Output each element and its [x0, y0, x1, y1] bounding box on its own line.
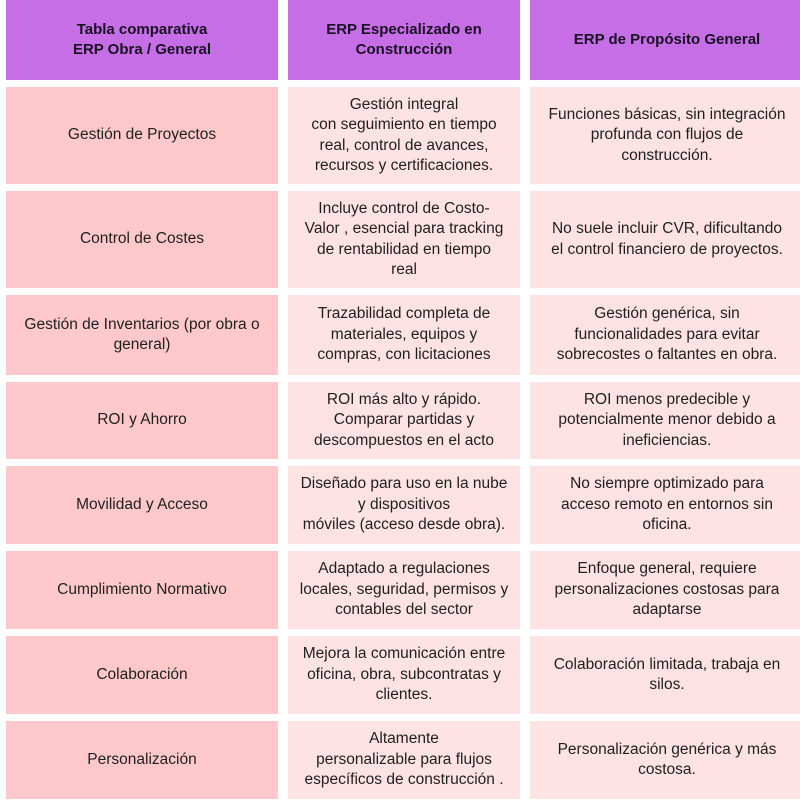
row-specialized-inventory: Trazabilidad completa de materiales, equipos y compras, con licitaciones — [288, 295, 520, 375]
row-feature-roi: ROI y Ahorro — [6, 382, 278, 459]
row-feature-customization: Personalización — [6, 721, 278, 799]
row-feature-cost-control: Control de Costes — [6, 191, 278, 288]
row-specialized-project-management: Gestión integral con seguimiento en tiempo real, control de avances, recursos y certificaciones. — [288, 87, 520, 184]
row-feature-project-management: Gestión de Proyectos — [6, 87, 278, 184]
header-comparison-title: Tabla comparativa ERP Obra / General — [6, 0, 278, 80]
row-feature-compliance: Cumplimiento Normativo — [6, 551, 278, 629]
row-general-mobility: No siempre optimizado para acceso remoto en entornos sin oficina. — [530, 466, 800, 544]
row-feature-collaboration: Colaboración — [6, 636, 278, 714]
row-specialized-cost-control: Incluye control de Costo- Valor , esencial para tracking de rentabilidad en tiempo real — [288, 191, 520, 288]
row-general-roi: ROI menos predecible y potencialmente menor debido a ineficiencias. — [530, 382, 800, 459]
header-general-erp: ERP de Propósito General — [530, 0, 800, 80]
row-specialized-compliance: Adaptado a regulaciones locales, seguridad, permisos y contables del sector — [288, 551, 520, 629]
row-general-cost-control: No suele incluir CVR, dificultando el control financiero de proyectos. — [530, 191, 800, 288]
row-specialized-roi: ROI más alto y rápido. Comparar partidas y descompuestos en el acto — [288, 382, 520, 459]
row-feature-mobility: Movilidad y Acceso — [6, 466, 278, 544]
header-specialized-erp: ERP Especializado en Construcción — [288, 0, 520, 80]
row-specialized-collaboration: Mejora la comunicación entre oficina, obra, subcontratas y clientes. — [288, 636, 520, 714]
row-specialized-mobility: Diseñado para uso en la nube y dispositivos móviles (acceso desde obra). — [288, 466, 520, 544]
row-general-customization: Personalización genérica y más costosa. — [530, 721, 800, 799]
row-general-inventory: Gestión genérica, sin funcionalidades para evitar sobrecostes o faltantes en obra. — [530, 295, 800, 375]
row-general-compliance: Enfoque general, requiere personalizaciones costosas para adaptarse — [530, 551, 800, 629]
row-general-project-management: Funciones básicas, sin integración profunda con flujos de construcción. — [530, 87, 800, 184]
row-feature-inventory: Gestión de Inventarios (por obra o general) — [6, 295, 278, 375]
row-specialized-customization: Altamente personalizable para flujos específicos de construcción . — [288, 721, 520, 799]
row-general-collaboration: Colaboración limitada, trabaja en silos. — [530, 636, 800, 714]
